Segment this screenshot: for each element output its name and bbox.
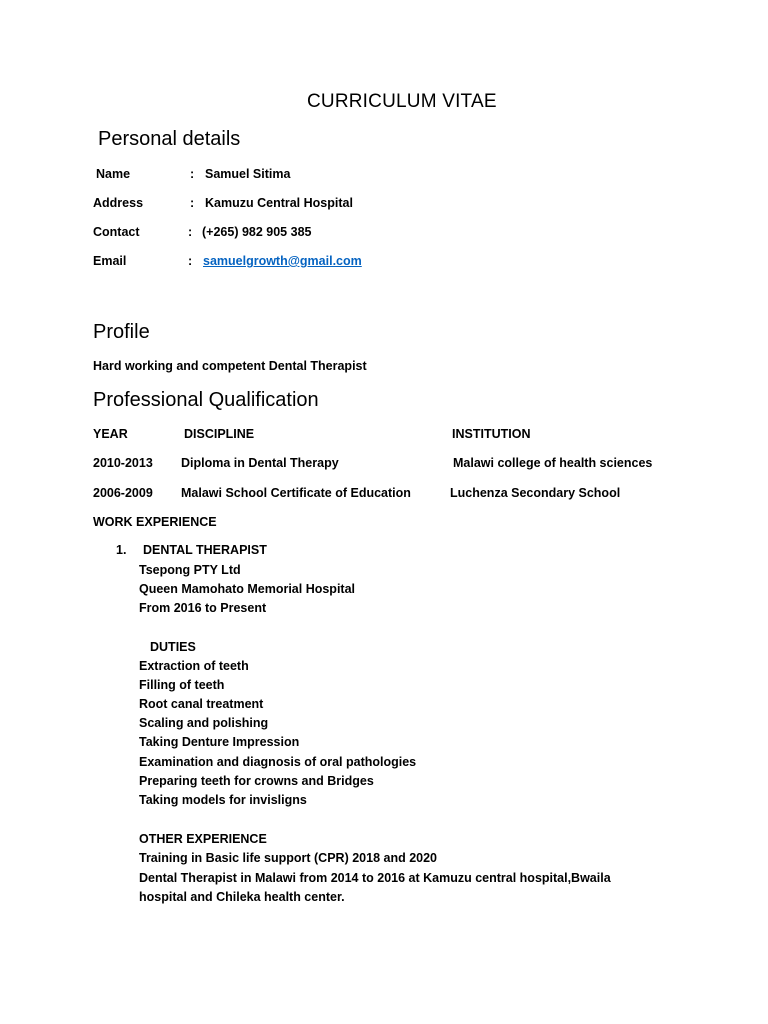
address-separator: : — [190, 196, 195, 210]
duty-item: Scaling and polishing — [139, 716, 269, 730]
duty-item: Taking Denture Impression — [139, 735, 300, 749]
work-item-number: 1. — [116, 543, 127, 557]
qualification-header-year: YEAR — [93, 427, 128, 441]
address-label: Address — [93, 196, 144, 210]
contact-label: Contact — [93, 225, 140, 239]
contact-value: (+265) 982 905 385 — [202, 225, 312, 239]
email-separator: : — [188, 254, 193, 268]
qualification-row-2-year: 2006-2009 — [93, 486, 153, 500]
other-experience-item: Dental Therapist in Malawi from 2014 to 2016 at Kamuzu central hospital,Bwaila — [139, 871, 611, 885]
work-period: From 2016 to Present — [139, 601, 267, 615]
work-experience-heading: WORK EXPERIENCE — [93, 515, 217, 529]
name-value: Samuel Sitima — [205, 167, 291, 181]
duty-item: Root canal treatment — [139, 697, 264, 711]
name-separator: : — [190, 167, 195, 181]
work-employer: Tsepong PTY Ltd — [139, 563, 241, 577]
other-experience-item-continued: hospital and Chileka health center. — [139, 890, 345, 904]
duty-item: Filling of teeth — [139, 678, 225, 692]
qualification-row-2-institution: Luchenza Secondary School — [450, 486, 621, 500]
qualification-row-1-year: 2010-2013 — [93, 456, 153, 470]
qualification-row-1-discipline: Diploma in Dental Therapy — [181, 456, 339, 470]
duty-item: Preparing teeth for crowns and Bridges — [139, 774, 374, 788]
qualification-row-1-institution: Malawi college of health sciences — [453, 456, 653, 470]
other-experience-heading: OTHER EXPERIENCE — [139, 832, 267, 846]
email-link[interactable]: samuelgrowth@gmail.com — [203, 254, 362, 268]
address-value: Kamuzu Central Hospital — [205, 196, 353, 210]
profile-heading: Profile — [93, 321, 150, 343]
work-item-title: DENTAL THERAPIST — [143, 543, 267, 557]
name-label: Name — [96, 167, 131, 181]
qualification-header-discipline: DISCIPLINE — [184, 427, 255, 441]
document-title: CURRICULUM VITAE — [307, 91, 497, 112]
work-hospital: Queen Mamohato Memorial Hospital — [139, 582, 356, 596]
email-label: Email — [93, 254, 127, 268]
duty-item: Extraction of teeth — [139, 659, 249, 673]
duty-item: Taking models for invisligns — [139, 793, 307, 807]
qualification-header-institution: INSTITUTION — [452, 427, 531, 441]
profile-text: Hard working and competent Dental Therapist — [93, 359, 367, 373]
contact-separator: : — [188, 225, 193, 239]
other-experience-item: Training in Basic life support (CPR) 2018 and 2020 — [139, 851, 437, 865]
duty-item: Examination and diagnosis of oral pathologies — [139, 755, 417, 769]
qualification-heading: Professional Qualification — [93, 389, 319, 411]
qualification-row-2-discipline: Malawi School Certificate of Education — [181, 486, 411, 500]
personal-details-heading: Personal details — [98, 128, 241, 150]
duties-heading: DUTIES — [150, 640, 196, 654]
